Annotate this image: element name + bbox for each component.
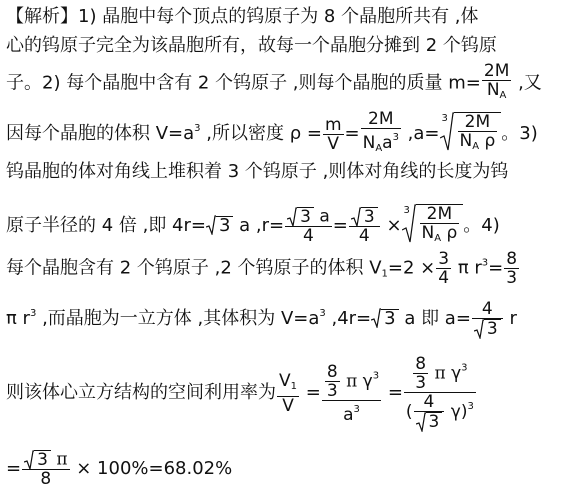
radical-sign-icon — [416, 412, 426, 432]
line-2: 心的钨原子完全为该晶胞所有，故每一个晶胞分摊到 2 个钨原 — [6, 35, 497, 56]
radical-sign-icon — [287, 207, 297, 227]
line-1: 【解析】1) 晶胞中每个顶点的钨原子为 8 个晶胞所共有 ,体 — [6, 6, 479, 27]
ratio-fraction-1: $\frac{8}{3}$ π $\gamma^3$ $a^3$ — [322, 363, 381, 424]
line-3: 子。2) 每个晶胞中含有 2 个钨原子 ,则每个晶胞的质量 m= $\frac{2M}{N_A}$ ,又 — [6, 62, 542, 105]
result-fraction: $\frac{3 \pi}{8}$ — [22, 450, 69, 488]
density-fraction: $\frac{2M}{N_Aa^3}$ — [362, 109, 399, 154]
radical-sign-icon — [440, 112, 454, 152]
line-6: 原子半径的 4 倍 ,即 4r= 3 a ,r= $\frac{3 a}{4}$ = $\frac{3}{4}$ × 3 $\frac{2M}{N_A \rho}$ 。4) — [6, 204, 500, 246]
radical-sign-icon — [474, 319, 484, 339]
line-9: 则该体心立方结构的空间利用率为 $\frac{V_1}{V}$ = $\frac{8}{3}$ π $\gamma^3$ $a^3$ = $\frac{8}{3}$ π $\gamma^3$ ( $\frac{4}{3}$ γ)$^3$ — [6, 354, 474, 432]
line-5: 钨晶胞的体对角线上堆积着 3 个钨原子 ,则体对角线的长度为钨 — [6, 161, 509, 182]
line-10: = $\frac{3 \pi}{8}$ × 100%=68.02% — [6, 449, 233, 489]
v1-over-v: $\frac{V_1}{V}$ — [279, 370, 298, 416]
line-8: π $r^3$ ,而晶胞为一立方体 ,其体积为 $V=a^3$ ,4r= 3 a 即 a= $\frac{4}{3}$ r — [6, 299, 517, 339]
radical-sign-icon — [24, 450, 34, 470]
sqrt-3-a: 3 — [206, 215, 233, 237]
eight-thirds: $\frac{8}{3}$ — [506, 249, 518, 288]
a-fraction: $\frac{4}{3}$ — [472, 300, 503, 338]
cube-root-a: 3 $\frac{2M}{N_A \rho}$ — [440, 112, 502, 156]
line-3-text: 子。2) 每个晶胞中含有 2 个钨原子 ,则每个晶胞的质量 m= — [6, 72, 481, 94]
three-fourths: $\frac{3}{4}$ — [438, 249, 450, 288]
r-fraction-2: $\frac{3}{4}$ — [349, 207, 380, 245]
ratio-fraction-2: $\frac{8}{3}$ π $\gamma^3$ ( $\frac{4}{3}$ γ)$^3$ — [405, 354, 474, 432]
r-fraction-1: $\frac{3 a}{4}$ — [285, 207, 332, 245]
line-7: 每个晶胞含有 2 个钨原子 ,2 个钨原子的体积 $V_1=2$ × $\frac{3}{4}$ π $r^3=$ $\frac{8}{3}$ — [6, 249, 518, 288]
radical-sign-icon — [371, 308, 381, 328]
line-4: 因每个晶胞的体积 $V=a^3$ ,所以密度 ρ = $\frac{m}{V}$ = $\frac{2M}{N_Aa^3}$ ,a= 3 $\frac{2M}{N_A \rho}$ 。3) — [6, 110, 538, 158]
radical-sign-icon — [351, 207, 361, 227]
cube-root-r: 3 $\frac{2M}{N_A \rho}$ — [402, 204, 464, 248]
radical-sign-icon — [402, 204, 416, 244]
density-m-over-v: $\frac{m}{V}$ — [324, 114, 342, 154]
radical-sign-icon — [206, 215, 216, 235]
mass-fraction: $\frac{2M}{N_A}$ — [483, 61, 510, 101]
